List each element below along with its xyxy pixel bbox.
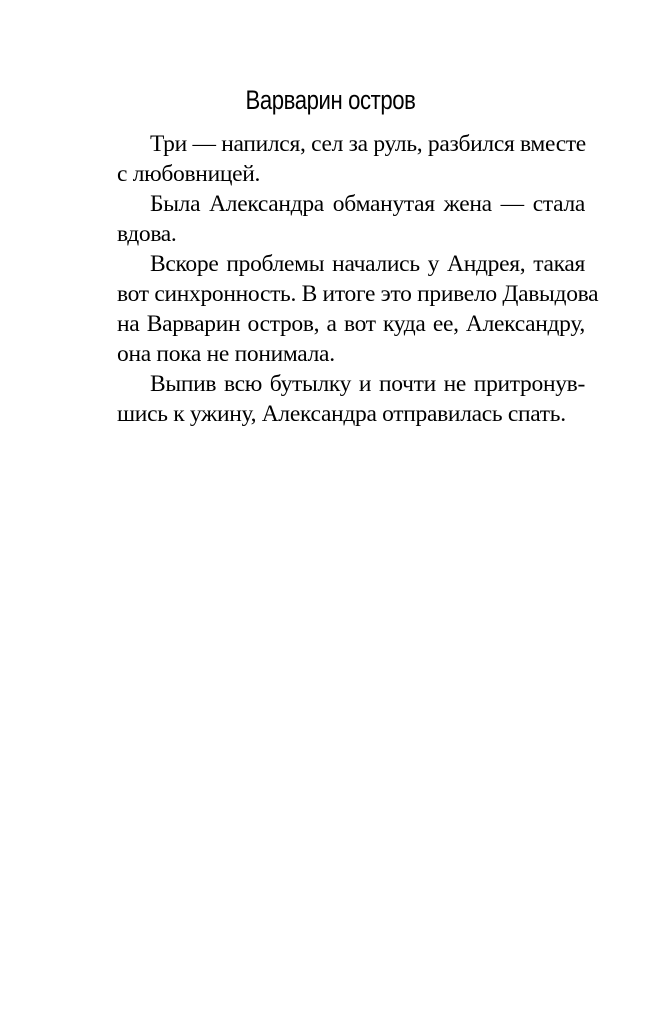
text-line: Три — напился, сел за руль, разбился вместе [150,131,586,157]
paragraph [117,189,585,249]
text-line: на Варварин остров, а вот куда ее, Александру, [117,311,585,337]
text-line: вдова. [117,221,177,247]
paragraph [117,369,585,429]
text-line: Была Александра обманутая жена — стала [150,191,585,217]
text-line: Выпив всю бутылку и почти не притронув- [150,371,585,397]
text-line: шись к ужину, Александра отправилась спать. [117,401,566,427]
text-line: с любовницей. [117,161,261,187]
paragraph [117,249,599,369]
text-line: вот синхронность. В итоге это привело Давыдова [117,281,599,307]
paragraph [117,129,585,189]
body-text [117,129,599,429]
running-head: Варварин остров [245,85,416,115]
text-line: она пока не понимала. [117,341,335,367]
text-line: Вскоре проблемы начались у Андрея, такая [150,251,585,277]
